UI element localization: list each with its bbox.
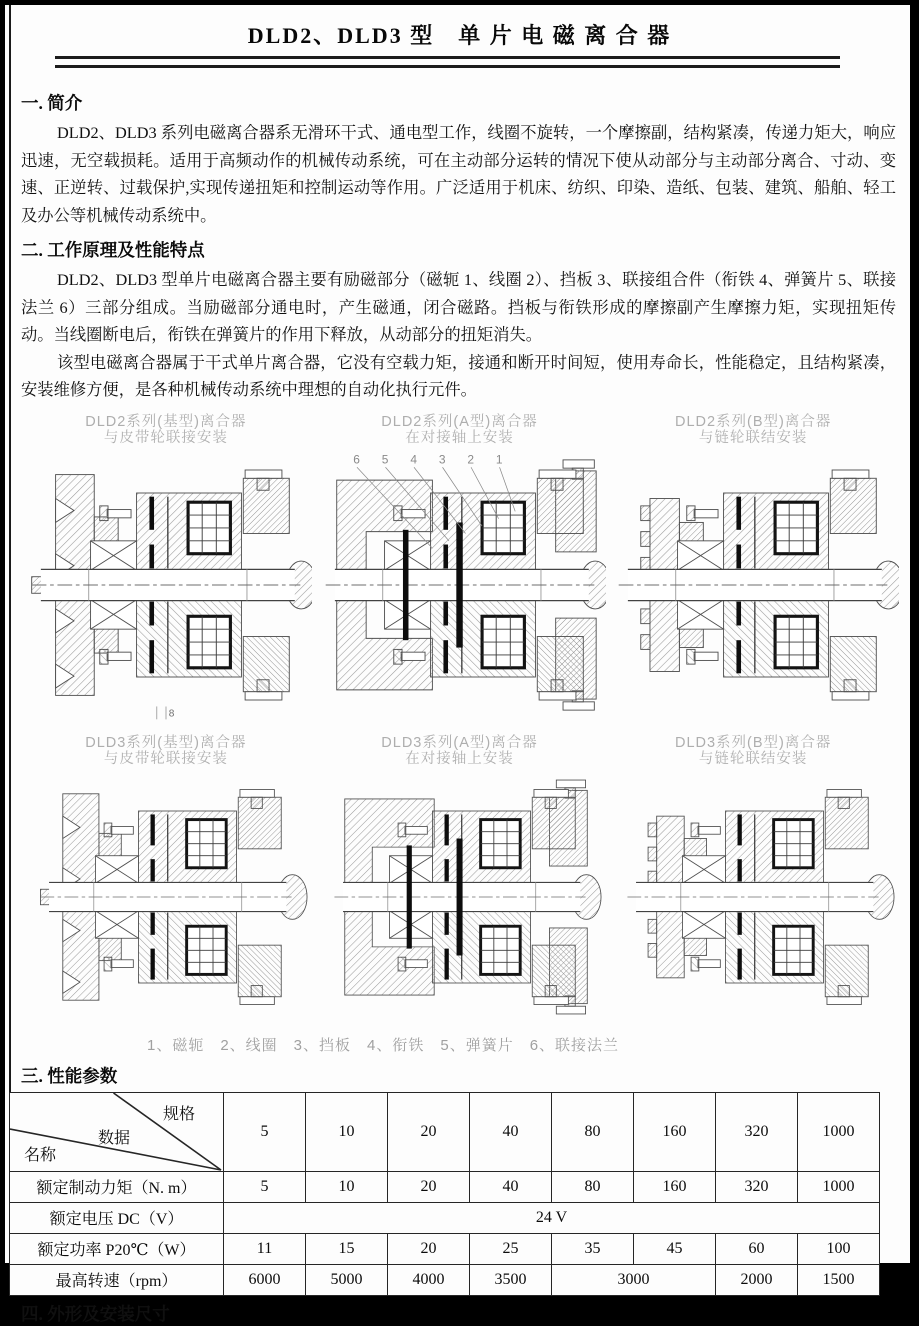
column-header: 5 bbox=[224, 1092, 306, 1171]
figure-caption: 与皮带轮联接安装 bbox=[103, 430, 228, 446]
clutch-drawing-sprocket bbox=[607, 447, 899, 723]
table-cell: 60 bbox=[716, 1233, 798, 1264]
figures-row-dld3 bbox=[19, 735, 900, 1026]
figure-caption: 在对接轴上安装 bbox=[405, 751, 514, 767]
corner-label-spec: 规格 bbox=[162, 1105, 195, 1123]
svg-text:6: 6 bbox=[352, 452, 360, 467]
figure-caption: 与链轮联结安装 bbox=[698, 751, 808, 767]
table-cell: 1000 bbox=[798, 1171, 880, 1202]
figure-dld3-a-type bbox=[313, 735, 607, 1026]
table-cell: 11 bbox=[224, 1233, 306, 1264]
table-row-speed bbox=[10, 1264, 880, 1295]
table-cell: 40 bbox=[470, 1171, 552, 1202]
section-heading-dimensions: 四. 外形及安装尺寸 bbox=[21, 1303, 170, 1324]
column-header: 1000 bbox=[798, 1092, 880, 1171]
row-label: 额定功率 P20℃（W） bbox=[10, 1233, 224, 1264]
intro-paragraph: DLD2、DLD3 系列电磁离合器系无滑环干式、通电型工作，线圈不旋转，一个摩擦副，结构紧凑，传递力矩大，响应迅速，无空载损耗。适用于高频动作的机械传动系统，可在主动部分运转的情况下使从动部分与主动部分离合、寸动、变速、正逆转、过载保护,实现传递扭矩和控制运动等作用。广泛适用于机床、纺织、印染、造纸、包装、建筑、船舶、轻工及办公等机械传动系统中。 bbox=[21, 123, 896, 225]
figure-caption: DLD3系列(B型)离合器 bbox=[674, 734, 832, 751]
svg-text:8: 8 bbox=[168, 708, 175, 720]
figure-caption: DLD3系列(基型)离合器 bbox=[85, 734, 247, 751]
figures-row-dld2 bbox=[19, 414, 900, 723]
table-cell: 100 bbox=[798, 1233, 880, 1264]
row-label: 额定制动力矩（N. m） bbox=[10, 1171, 224, 1202]
section-heading-principle: 二. 工作原理及性能特点 bbox=[21, 240, 205, 260]
column-header: 320 bbox=[716, 1092, 798, 1171]
table-cell-merged: 24 V bbox=[224, 1202, 880, 1233]
clutch-drawing-coupling bbox=[314, 768, 606, 1026]
figure-caption: DLD2系列(A型)离合器 bbox=[381, 413, 538, 430]
table-cell: 3500 bbox=[470, 1264, 552, 1295]
row-label: 最高转速（rpm） bbox=[10, 1264, 224, 1295]
section-heading-intro: 一. 简介 bbox=[21, 93, 83, 113]
title-divider bbox=[55, 56, 840, 68]
table-cell: 45 bbox=[634, 1233, 716, 1264]
section-heading-parameters: 三. 性能参数 bbox=[21, 1065, 118, 1086]
parameters-table bbox=[9, 1092, 880, 1296]
figure-dld3-b-type bbox=[606, 735, 900, 1026]
parameters-table-wrap bbox=[9, 1092, 900, 1296]
table-cell: 160 bbox=[634, 1171, 716, 1202]
svg-text:4: 4 bbox=[409, 452, 417, 467]
table-cell: 80 bbox=[552, 1171, 634, 1202]
corner-label-data: 数据 bbox=[98, 1129, 131, 1147]
parts-legend: 1、磁轭 2、线圈 3、挡板 4、衔铁 5、弹簧片 6、联接法兰 bbox=[147, 1036, 620, 1054]
clutch-drawing-sprocket bbox=[607, 768, 899, 1026]
corner-label-name: 名称 bbox=[24, 1146, 57, 1164]
figure-dld2-b-type bbox=[606, 414, 900, 723]
table-cell: 20 bbox=[388, 1233, 470, 1264]
svg-text:3: 3 bbox=[438, 452, 445, 467]
table-cell: 25 bbox=[470, 1233, 552, 1264]
column-header: 80 bbox=[552, 1092, 634, 1171]
clutch-drawing-pulley bbox=[20, 447, 312, 723]
figure-caption: 在对接轴上安装 bbox=[405, 430, 514, 446]
clutch-drawing-pulley bbox=[20, 768, 312, 1026]
column-header: 160 bbox=[634, 1092, 716, 1171]
table-row-power bbox=[10, 1233, 880, 1264]
table-cell: 2000 bbox=[716, 1264, 798, 1295]
page-title: DLD2、DLD3 型 单 片 电 磁 离 合 器 bbox=[247, 23, 672, 48]
table-cell: 5000 bbox=[306, 1264, 388, 1295]
table-cell: 10 bbox=[306, 1171, 388, 1202]
table-header-row bbox=[10, 1092, 880, 1171]
clutch-drawing-coupling bbox=[314, 447, 606, 723]
diagonal-corner-cell bbox=[10, 1092, 224, 1171]
principle-paragraph-2: 该型电磁离合器属于干式单片离合器，它没有空载力矩，接通和断开时间短，使用寿命长，性能稳定，且结构紧凑，安装维修方便，是各种机械传动系统中理想的自动化执行元件。 bbox=[21, 352, 896, 399]
document-page bbox=[5, 5, 910, 1324]
figures-grid bbox=[19, 414, 900, 1055]
table-row-voltage bbox=[10, 1202, 880, 1233]
table-cell: 4000 bbox=[388, 1264, 470, 1295]
figure-caption: DLD3系列(A型)离合器 bbox=[381, 734, 538, 751]
column-header: 40 bbox=[470, 1092, 552, 1171]
figure-caption: 与链轮联结安装 bbox=[698, 430, 808, 446]
table-cell-merged: 3000 bbox=[552, 1264, 716, 1295]
figure-dld3-basic bbox=[19, 735, 313, 1026]
svg-text:2: 2 bbox=[466, 452, 474, 467]
table-cell: 15 bbox=[306, 1233, 388, 1264]
figure-dld2-a-type bbox=[313, 414, 607, 723]
figure-caption: DLD2系列(B型)离合器 bbox=[674, 413, 832, 430]
table-cell: 320 bbox=[716, 1171, 798, 1202]
column-header: 10 bbox=[306, 1092, 388, 1171]
table-cell: 35 bbox=[552, 1233, 634, 1264]
figure-dld2-basic bbox=[19, 414, 313, 723]
table-cell: 20 bbox=[388, 1171, 470, 1202]
page-content bbox=[5, 5, 910, 1326]
principle-paragraph-1: DLD2、DLD3 型单片电磁离合器主要有励磁部分（磁轭 1、线圈 2）、挡板 3、联接组合件（衔铁 4、弹簧片 5、联接法兰 6）三部分组成。当励磁部分通电时，产生磁通，闭合磁路。挡板与衔铁形成的摩擦副产生摩擦力矩，实现扭矩传动。当线圈断电后，衔铁在弹簧片的作用下释放，从动部分的扭矩消失。 bbox=[21, 270, 896, 344]
svg-text:1: 1 bbox=[495, 452, 503, 467]
table-row-torque bbox=[10, 1171, 880, 1202]
table-cell: 6000 bbox=[224, 1264, 306, 1295]
table-cell: 5 bbox=[224, 1171, 306, 1202]
figure-caption: DLD2系列(基型)离合器 bbox=[85, 413, 247, 430]
table-cell: 1500 bbox=[798, 1264, 880, 1295]
column-header: 20 bbox=[388, 1092, 470, 1171]
figure-caption: 与皮带轮联接安装 bbox=[103, 751, 228, 767]
row-label: 额定电压 DC（V） bbox=[10, 1202, 224, 1233]
svg-text:5: 5 bbox=[381, 452, 388, 467]
